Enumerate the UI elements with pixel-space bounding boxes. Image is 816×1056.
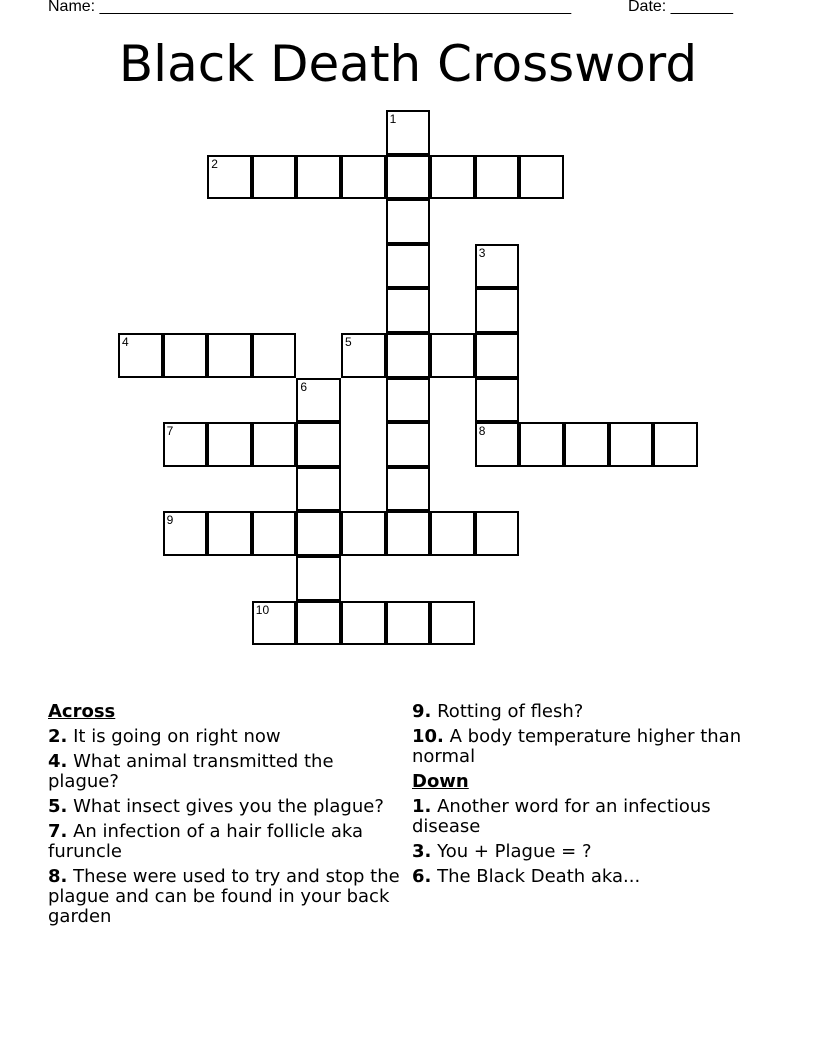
- name-field-label[interactable]: Name: _____________________________________________________: [48, 0, 572, 15]
- clue-number: 1.: [412, 796, 432, 817]
- clue-number: 10.: [412, 726, 444, 747]
- grid-cell[interactable]: [386, 199, 431, 244]
- clue-text: You + Plague = ?: [437, 841, 592, 862]
- clues-column-right: [412, 702, 752, 892]
- grid-cell[interactable]: [430, 333, 475, 378]
- clues-column-left: [48, 702, 403, 932]
- grid-cell[interactable]: [386, 244, 431, 289]
- grid-cell[interactable]: [386, 333, 431, 378]
- grid-cell[interactable]: [252, 422, 297, 467]
- grid-cell[interactable]: [341, 511, 386, 556]
- clue-text: The Black Death aka...: [437, 866, 641, 887]
- clue-number: 5.: [48, 796, 68, 817]
- clue-number: 2.: [48, 726, 68, 747]
- clue-number-label: 3: [478, 245, 486, 260]
- clue-number-label: 1: [389, 112, 397, 126]
- across-heading: Across: [48, 701, 116, 722]
- clue-number-label: 6: [300, 379, 308, 394]
- clue-number-label: 8: [478, 424, 486, 439]
- grid-cell[interactable]: [430, 511, 475, 556]
- clue-down-6: [412, 867, 752, 887]
- clue-down-1: [412, 797, 752, 837]
- grid-cell[interactable]: [341, 155, 386, 200]
- clue-text: What animal transmitted the plague?: [48, 751, 334, 792]
- clue-number: 6.: [412, 866, 432, 887]
- clue-text: Another word for an infectious disease: [412, 796, 711, 837]
- clue-number: 9.: [412, 701, 432, 722]
- grid-cell[interactable]: [386, 601, 431, 646]
- clue-number: 3.: [412, 841, 432, 862]
- clue-down-3: [412, 842, 752, 862]
- grid-cell[interactable]: [386, 422, 431, 467]
- clue-across-9: [412, 702, 752, 722]
- clue-across-10: [412, 727, 752, 767]
- grid-cell[interactable]: [653, 422, 698, 467]
- clue-number-label: 9: [166, 513, 174, 528]
- clue-across-5: [48, 797, 403, 817]
- grid-cell[interactable]: [519, 155, 564, 200]
- date-field-label[interactable]: Date: _______: [628, 0, 733, 15]
- grid-cell[interactable]: [475, 378, 520, 423]
- grid-cell[interactable]: [252, 333, 297, 378]
- clue-text: A body temperature higher than normal: [412, 726, 742, 767]
- grid-cell[interactable]: [296, 467, 341, 512]
- grid-cell[interactable]: [207, 511, 252, 556]
- grid-cell[interactable]: [475, 155, 520, 200]
- clue-across-7: [48, 822, 403, 862]
- page-title: Black Death Crossword: [118, 35, 698, 93]
- grid-cell[interactable]: [296, 556, 341, 601]
- grid-cell[interactable]: [430, 155, 475, 200]
- clue-number: 7.: [48, 821, 68, 842]
- grid-cell[interactable]: [207, 422, 252, 467]
- clue-text: These were used to try and stop the plague and can be found in your back garden: [48, 866, 400, 927]
- grid-cell[interactable]: [252, 155, 297, 200]
- clue-number: 8.: [48, 866, 68, 887]
- grid-cell[interactable]: [296, 155, 341, 200]
- clue-text: What insect gives you the plague?: [73, 796, 384, 817]
- grid-cell[interactable]: [564, 422, 609, 467]
- clue-across-8: [48, 867, 403, 927]
- clue-number-label: 2: [211, 156, 218, 171]
- clue-number: 4.: [48, 751, 68, 772]
- grid-cell[interactable]: [296, 601, 341, 646]
- grid-cell[interactable]: [609, 422, 654, 467]
- clue-number-label: 4: [122, 335, 129, 349]
- grid-cell[interactable]: [163, 333, 208, 378]
- grid-cell[interactable]: [296, 511, 341, 556]
- grid-cell[interactable]: [475, 288, 520, 333]
- grid-cell[interactable]: [386, 155, 431, 200]
- clue-text: Rotting of flesh?: [437, 701, 584, 722]
- clue-number-label: 5: [345, 335, 352, 349]
- grid-cell[interactable]: [386, 378, 431, 423]
- grid-cell[interactable]: [519, 422, 564, 467]
- grid-cell[interactable]: [296, 422, 341, 467]
- clue-text: It is going on right now: [73, 726, 281, 747]
- clue-across-2: [48, 727, 403, 747]
- clue-number-label: 7: [166, 424, 174, 439]
- grid-cell[interactable]: [252, 511, 297, 556]
- grid-cell[interactable]: [475, 333, 520, 378]
- grid-cell[interactable]: [386, 288, 431, 333]
- grid-cell[interactable]: [341, 601, 386, 646]
- down-heading: Down: [412, 771, 469, 792]
- grid-cell[interactable]: [386, 467, 431, 512]
- clue-number-label: 10: [255, 602, 270, 617]
- grid-cell[interactable]: [386, 511, 431, 556]
- clue-across-4: [48, 752, 403, 792]
- grid-cell[interactable]: [430, 601, 475, 646]
- grid-cell[interactable]: [475, 511, 520, 556]
- grid-cell[interactable]: [207, 333, 252, 378]
- clue-text: An infection of a hair follicle aka furuncle: [48, 821, 364, 862]
